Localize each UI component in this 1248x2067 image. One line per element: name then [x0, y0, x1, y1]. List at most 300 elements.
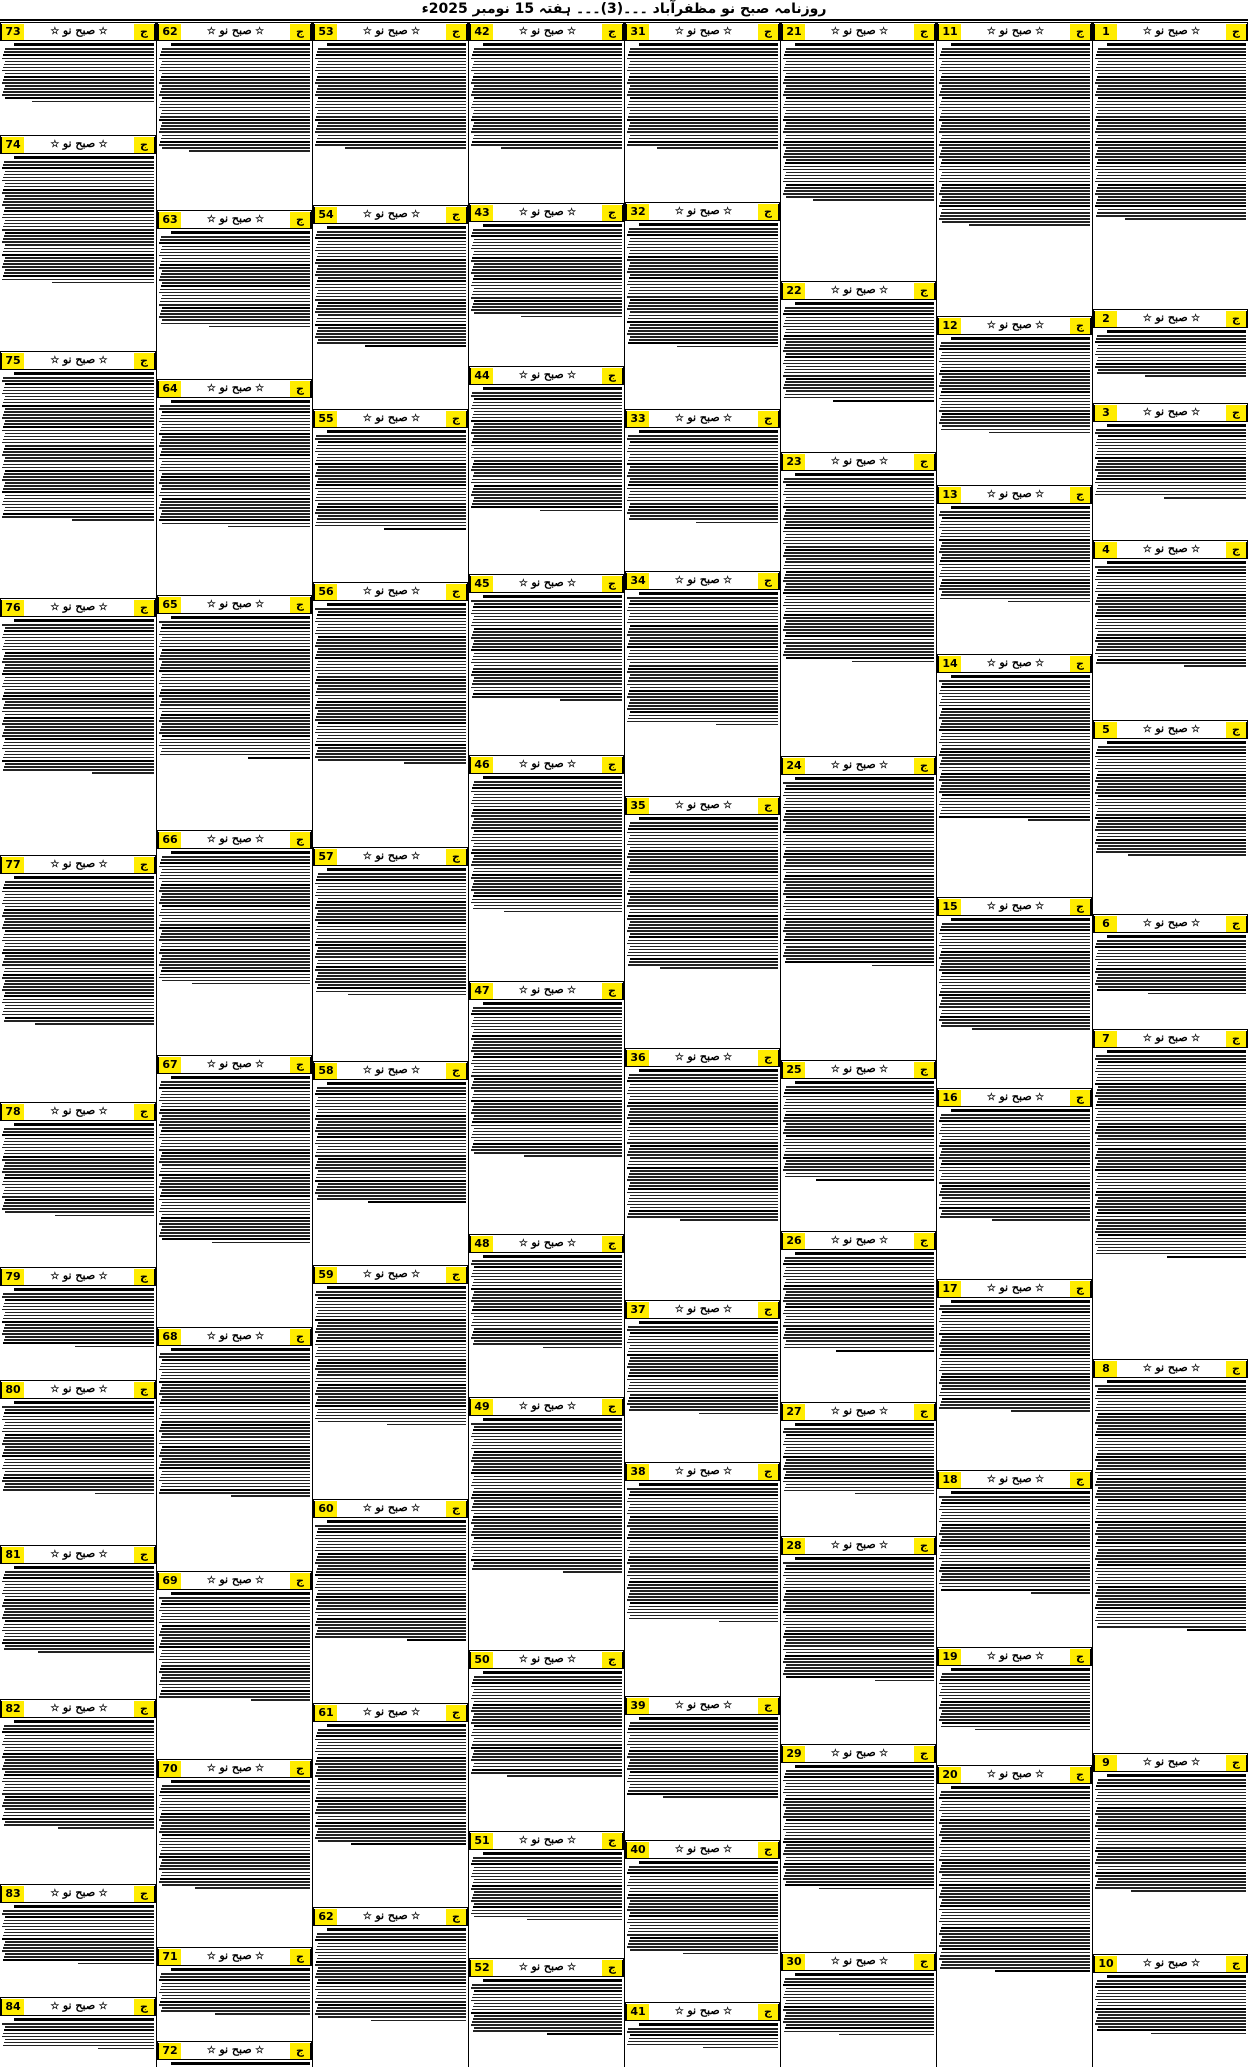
text-line: [5, 1784, 154, 1786]
ad-number: 79: [1, 1269, 24, 1285]
text-line: [471, 1698, 622, 1700]
text-line: [795, 777, 934, 780]
text-line: [483, 1979, 622, 1982]
ad-number: 41: [626, 2004, 649, 2020]
ad-body-text: [469, 224, 624, 317]
text-line: [940, 79, 1090, 81]
text-line: [629, 2038, 778, 2040]
star-icon: ☆: [1031, 1651, 1045, 1662]
text-line: [786, 822, 934, 824]
text-line: [471, 469, 622, 471]
text-line: [939, 933, 1090, 935]
text-line: [939, 1407, 1090, 1409]
text-line: [627, 1142, 778, 1144]
text-line: [317, 1933, 466, 1935]
text-line: [160, 655, 310, 657]
text-line: [315, 633, 466, 635]
text-line: [940, 1831, 1090, 1833]
text-line: [318, 1347, 466, 1349]
text-line: [161, 1143, 310, 1145]
star-icon: ☆: [674, 413, 688, 424]
text-line: [5, 652, 154, 654]
text-line: [940, 382, 1090, 384]
text-line: [630, 1735, 778, 1737]
text-line: [939, 348, 1090, 350]
text-line: [404, 762, 466, 764]
text-line: [785, 1991, 934, 1993]
text-line: [784, 1645, 934, 1647]
text-line: [215, 2013, 310, 2015]
text-line: [630, 1170, 778, 1172]
text-line: [1097, 1126, 1246, 1128]
text-line: [1096, 956, 1246, 958]
text-line: [627, 881, 778, 883]
text-line: [318, 698, 466, 700]
text-line: [171, 1348, 310, 1351]
classified-ad: [1093, 309, 1248, 402]
text-line: [940, 1506, 1090, 1508]
text-line: [940, 1392, 1090, 1394]
text-line: [783, 1878, 934, 1880]
text-line: [2, 1593, 154, 1595]
text-line: [471, 637, 622, 639]
text-line: [630, 238, 778, 240]
text-line: [1098, 1247, 1246, 1249]
text-line: [162, 110, 310, 112]
text-line: [784, 1477, 934, 1479]
text-line: [630, 1602, 778, 1604]
classified-ad: [0, 135, 156, 350]
text-line: [316, 1189, 466, 1191]
text-line: [630, 1925, 778, 1927]
text-line: [629, 469, 778, 471]
text-line: [316, 667, 466, 669]
text-line: [628, 281, 778, 283]
publication-label: صبح نو: [219, 1057, 252, 1070]
text-line: [939, 717, 1090, 719]
text-line: [4, 667, 154, 669]
text-line: [316, 333, 466, 335]
text-line: [317, 1819, 466, 1821]
text-line: [471, 1747, 622, 1749]
text-line: [471, 2012, 622, 2014]
text-line: [2, 964, 154, 966]
text-line: [1095, 1496, 1246, 1498]
text-line: [1097, 1138, 1246, 1140]
text-line: [785, 51, 934, 53]
text-line: [785, 599, 934, 601]
star-icon: ☆: [830, 1406, 844, 1417]
text-line: [474, 312, 622, 314]
text-line: [161, 1205, 310, 1207]
ad-badge: ج: [134, 1269, 155, 1285]
text-line: [627, 1897, 778, 1899]
text-line: [316, 916, 466, 918]
star-icon: ☆: [986, 1769, 1000, 1780]
text-line: [473, 821, 622, 823]
text-line: [785, 150, 934, 152]
star-icon: ☆: [362, 1065, 376, 1076]
text-line: [627, 610, 778, 612]
ad-number: 16: [938, 1090, 961, 1106]
text-line: [784, 890, 934, 892]
text-line: [942, 936, 1090, 938]
text-line: [1095, 1789, 1246, 1791]
ad-badge: ج: [446, 584, 467, 600]
text-line: [4, 436, 154, 438]
classified-ad: [313, 1265, 468, 1498]
text-line: [627, 1575, 778, 1577]
text-line: [472, 1109, 622, 1111]
ad-publication-name: [1117, 541, 1226, 558]
text-line: [1095, 971, 1246, 973]
text-line: [941, 1689, 1090, 1691]
text-line: [1097, 823, 1246, 825]
text-line: [160, 1841, 310, 1843]
ad-header: [0, 1380, 156, 1399]
text-line: [628, 1728, 778, 1730]
ad-publication-name: [961, 1471, 1070, 1488]
text-line: [316, 741, 466, 743]
ad-number: 53: [314, 24, 337, 40]
text-line: [941, 88, 1090, 90]
text-line: [315, 107, 466, 109]
text-line: [630, 61, 778, 63]
text-line: [5, 751, 154, 753]
text-line: [316, 1608, 466, 1610]
text-line: [317, 318, 466, 320]
text-line: [1097, 187, 1246, 189]
star-icon: ☆: [719, 800, 733, 811]
publication-label: صبح نو: [999, 899, 1032, 912]
text-line: [474, 73, 622, 75]
text-line: [785, 1847, 934, 1849]
text-line: [630, 1332, 778, 1334]
text-line: [939, 1145, 1090, 1147]
text-line: [816, 1179, 934, 1181]
text-line: [1098, 357, 1246, 359]
text-line: [785, 394, 934, 396]
text-line: [783, 1132, 934, 1134]
text-line: [317, 76, 466, 78]
text-line: [951, 1109, 1090, 1112]
text-line: [473, 1894, 622, 1896]
text-line: [318, 1840, 466, 1842]
text-line: [783, 1829, 934, 1831]
text-line: [159, 1199, 310, 1201]
text-line: [939, 1333, 1090, 1335]
text-line: [1097, 749, 1246, 751]
text-line: [630, 1207, 778, 1209]
text-line: [1097, 1465, 1246, 1467]
text-line: [317, 1544, 466, 1546]
text-line: [160, 1390, 310, 1392]
text-line: [941, 1589, 1090, 1591]
text-line: [387, 1424, 466, 1426]
text-line: [942, 1710, 1090, 1712]
text-line: [786, 859, 934, 861]
ad-badge: ج: [602, 24, 623, 40]
text-line: [316, 729, 466, 731]
classified-ad: [0, 1699, 156, 1883]
text-line: [471, 408, 622, 410]
text-line: [627, 321, 778, 323]
text-line: [785, 500, 934, 502]
publication-label: صبح نو: [219, 1761, 252, 1774]
text-line: [2, 2023, 154, 2025]
text-line: [1096, 1542, 1246, 1544]
ad-publication-name: [649, 23, 758, 40]
star-icon: ☆: [206, 1059, 220, 1070]
text-line: [785, 2003, 934, 2005]
text-line: [315, 451, 466, 453]
text-line: [942, 1801, 1090, 1803]
text-line: [629, 1161, 778, 1163]
text-line: [471, 58, 622, 60]
text-line: [473, 1704, 622, 1706]
text-line: [473, 1729, 622, 1731]
text-line: [627, 463, 778, 465]
text-line: [472, 503, 622, 505]
text-line: [1096, 1253, 1246, 1255]
ad-header: [625, 1696, 780, 1715]
text-line: [786, 1639, 934, 1641]
text-line: [316, 1809, 466, 1811]
text-line: [1095, 959, 1246, 961]
star-icon: ☆: [674, 1052, 688, 1063]
text-line: [630, 674, 778, 676]
text-line: [159, 621, 310, 623]
ad-body-text: [157, 1592, 312, 1701]
ad-number: 24: [782, 758, 805, 774]
text-line: [630, 299, 778, 301]
text-line: [473, 1020, 622, 1022]
text-line: [785, 2027, 934, 2029]
text-line: [159, 1634, 310, 1636]
text-line: [795, 1765, 934, 1768]
star-icon: ☆: [719, 1844, 733, 1855]
text-line: [5, 1422, 154, 1424]
text-line: [941, 1013, 1090, 1015]
text-line: [939, 119, 1090, 121]
text-line: [785, 88, 934, 90]
text-line: [627, 1391, 778, 1393]
text-line: [942, 591, 1090, 593]
text-line: [3, 1144, 154, 1146]
text-line: [161, 1813, 310, 1815]
text-line: [784, 2006, 934, 2008]
text-line: [2, 1480, 154, 1482]
text-line: [473, 1479, 622, 1481]
text-line: [474, 1439, 622, 1441]
text-line: [160, 1232, 310, 1234]
text-line: [939, 791, 1090, 793]
text-line: [940, 1905, 1090, 1907]
ad-badge: ج: [446, 849, 467, 865]
text-line: [471, 1710, 622, 1712]
text-line: [315, 475, 466, 477]
text-line: [939, 1321, 1090, 1323]
ad-badge: ج: [758, 411, 779, 427]
text-line: [162, 1471, 310, 1473]
text-line: [315, 1624, 466, 1626]
text-line: [627, 119, 778, 121]
text-line: [941, 138, 1090, 140]
ad-number: 77: [1, 857, 24, 873]
text-line: [3, 695, 154, 697]
text-line: [1096, 104, 1246, 106]
text-line: [472, 1035, 622, 1037]
text-line: [1095, 1999, 1246, 2001]
text-line: [159, 634, 310, 636]
text-line: [162, 649, 310, 651]
text-line: [628, 231, 778, 233]
text-line: [783, 82, 934, 84]
text-line: [171, 400, 310, 403]
ad-badge: ج: [1226, 1361, 1247, 1377]
star-icon: ☆: [674, 1844, 688, 1855]
text-line: [628, 342, 778, 344]
ad-publication-name: [805, 453, 914, 470]
text-line: [1097, 1151, 1246, 1153]
text-line: [3, 1489, 154, 1491]
text-line: [783, 1866, 934, 1868]
text-line: [4, 272, 154, 274]
text-line: [4, 1648, 154, 1650]
text-line: [161, 1801, 310, 1803]
text-line: [939, 410, 1090, 412]
text-line: [784, 1465, 934, 1467]
ad-publication-name: [961, 898, 1070, 915]
text-line: [160, 91, 310, 93]
text-line: [5, 1211, 154, 1213]
text-line: [784, 1850, 934, 1852]
text-line: [942, 147, 1090, 149]
text-line: [783, 1636, 934, 1638]
text-line: [3, 658, 154, 660]
text-line: [942, 135, 1090, 137]
text-line: [785, 1605, 934, 1607]
text-line: [629, 912, 778, 914]
text-line: [630, 613, 778, 615]
text-line: [471, 1436, 622, 1438]
text-line: [1097, 463, 1246, 465]
text-line: [785, 912, 934, 914]
text-line: [942, 1148, 1090, 1150]
text-line: [629, 481, 778, 483]
text-line: [941, 101, 1090, 103]
text-line: [786, 1447, 934, 1449]
publication-label: صبح نو: [1155, 24, 1188, 37]
text-line: [474, 603, 622, 605]
text-line: [627, 107, 778, 109]
ad-header: [0, 22, 156, 41]
text-line: [2, 927, 154, 929]
text-line: [160, 1791, 310, 1793]
text-line: [472, 232, 622, 234]
text-line: [1096, 943, 1246, 945]
text-line: [5, 968, 154, 970]
text-line: [316, 1115, 466, 1117]
text-line: [783, 375, 934, 377]
text-line: [315, 1356, 466, 1358]
text-line: [940, 395, 1090, 397]
text-line: [4, 983, 154, 985]
text-line: [171, 1076, 310, 1079]
text-line: [1098, 1425, 1246, 1427]
text-line: [1096, 1592, 1246, 1594]
text-line: [1096, 1191, 1246, 1193]
text-line: [315, 1989, 466, 1991]
text-line: [162, 510, 310, 512]
text-line: [627, 856, 778, 858]
text-line: [159, 482, 310, 484]
text-line: [628, 865, 778, 867]
ad-header: [625, 2002, 780, 2021]
text-line: [942, 720, 1090, 722]
text-line: [472, 67, 622, 69]
text-line: [786, 2000, 934, 2002]
text-line: [630, 135, 778, 137]
text-line: [940, 1342, 1090, 1344]
text-line: [783, 1096, 934, 1098]
text-line: [783, 629, 934, 631]
text-line: [4, 260, 154, 262]
text-line: [474, 411, 622, 413]
publication-label: صبح نو: [687, 1050, 720, 1063]
text-line: [628, 1164, 778, 1166]
text-line: [1096, 1419, 1246, 1421]
ad-number: 29: [782, 1746, 805, 1762]
text-line: [786, 73, 934, 75]
text-line: [942, 1385, 1090, 1387]
text-line: [628, 890, 778, 892]
star-icon: ☆: [251, 383, 265, 394]
text-line: [317, 256, 466, 258]
text-line: [785, 1798, 934, 1800]
ad-publication-name: [181, 23, 290, 40]
ad-number: 9: [1094, 1755, 1117, 1771]
text-line: [471, 1863, 622, 1865]
text-line: [1096, 141, 1246, 143]
text-line: [942, 1311, 1090, 1313]
text-line: [159, 421, 310, 423]
ad-publication-name: [805, 1953, 914, 1970]
ad-number: 17: [938, 1281, 961, 1297]
ad-publication-name: [181, 1328, 290, 1345]
text-line: [628, 1894, 778, 1896]
text-line: [472, 1682, 622, 1684]
text-line: [4, 946, 154, 948]
text-line: [472, 1544, 622, 1546]
text-line: [629, 875, 778, 877]
text-line: [941, 125, 1090, 127]
text-line: [171, 1968, 310, 1971]
text-line: [783, 1108, 934, 1110]
text-line: [627, 2044, 778, 2046]
text-line: [941, 1188, 1090, 1190]
text-line: [1095, 653, 1246, 655]
text-line: [940, 1856, 1090, 1858]
text-line: [507, 1775, 622, 1777]
text-line: [785, 1835, 934, 1837]
classified-ad: [781, 1060, 936, 1230]
text-line: [161, 51, 310, 53]
publication-label: صبح نو: [219, 212, 252, 225]
text-line: [471, 1423, 622, 1425]
text-line: [1098, 48, 1246, 50]
text-line: [629, 1198, 778, 1200]
